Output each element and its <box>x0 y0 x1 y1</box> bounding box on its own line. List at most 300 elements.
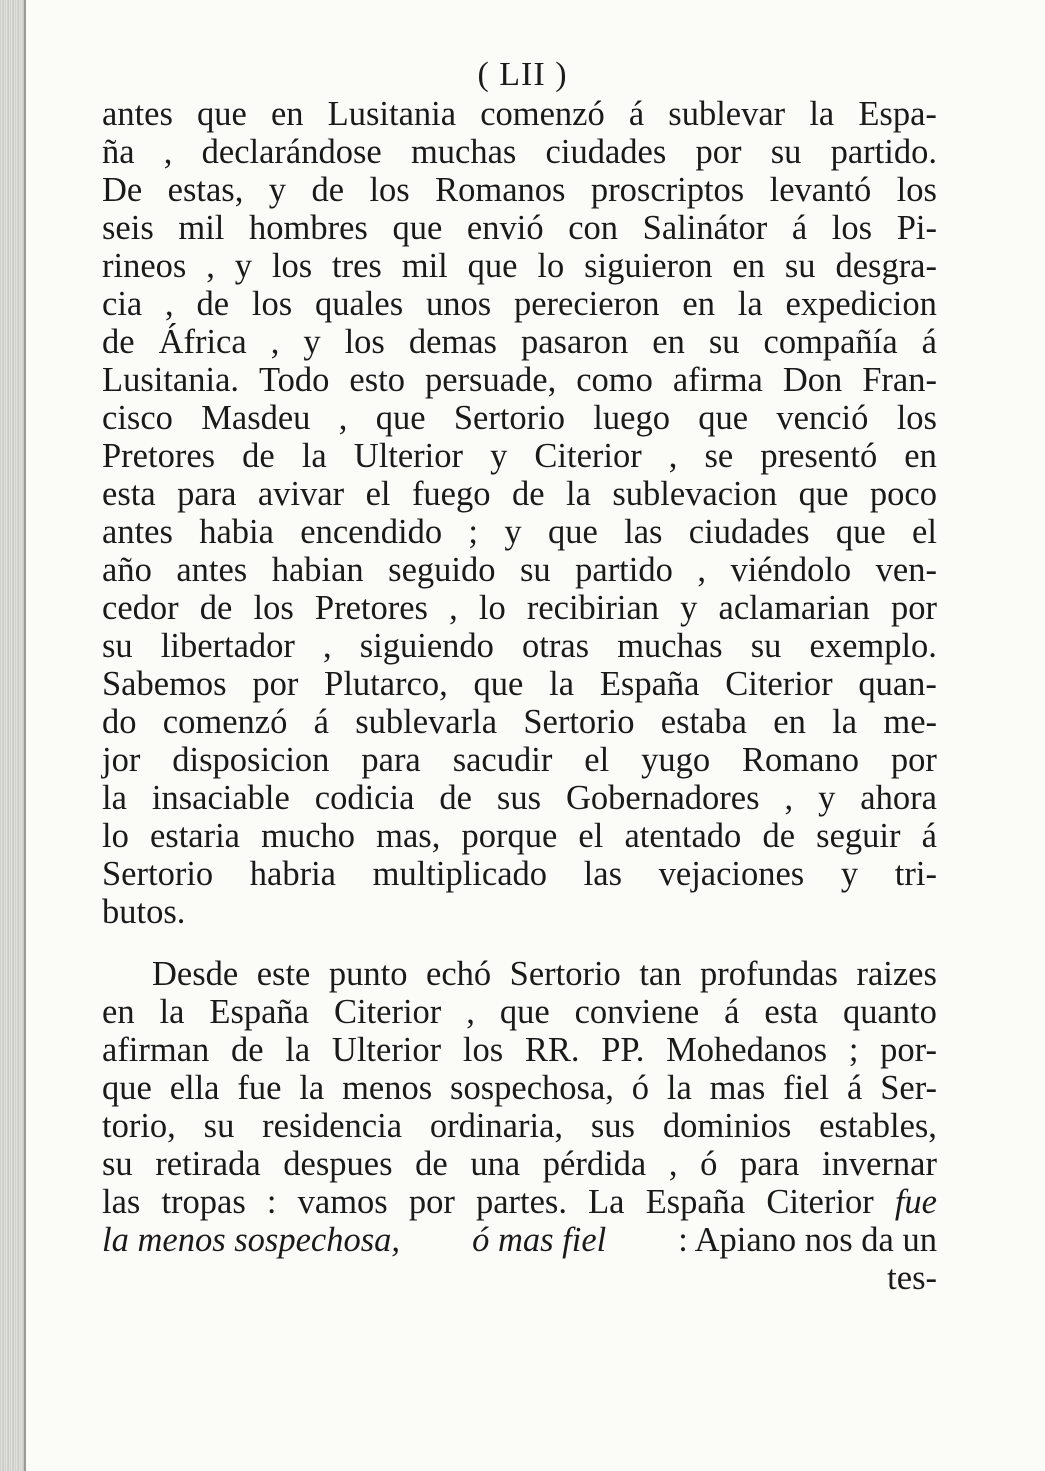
word: , <box>323 627 332 665</box>
word: ahora <box>860 779 937 817</box>
text-line <box>102 1221 937 1259</box>
word: la <box>299 1069 325 1107</box>
text-line <box>102 361 937 399</box>
word: vamos <box>297 1183 388 1221</box>
word: Citerior <box>725 665 833 703</box>
word: Ser- <box>880 1069 937 1107</box>
word: á <box>313 703 329 741</box>
word: invernar <box>822 1145 937 1183</box>
word: : <box>266 1183 277 1221</box>
word: PP. <box>601 1031 645 1069</box>
word: mucho <box>261 817 356 855</box>
word: que <box>499 993 550 1031</box>
word: los <box>896 399 937 437</box>
word: Romanos <box>435 171 566 209</box>
word: seguido <box>388 551 496 589</box>
word: mil <box>401 247 448 285</box>
body-text <box>102 95 937 1297</box>
word: su <box>203 1107 235 1145</box>
word: quales <box>315 285 404 323</box>
text-line <box>102 703 937 741</box>
word: una <box>470 1145 521 1183</box>
word: lo <box>102 817 129 855</box>
word: dominios <box>662 1107 792 1145</box>
word: sus <box>496 779 542 817</box>
word: á <box>921 323 937 361</box>
word: con <box>568 209 619 247</box>
word: que <box>798 475 849 513</box>
word: por- <box>880 1031 937 1069</box>
word: la <box>832 703 858 741</box>
word: , <box>165 285 174 323</box>
word: avivar <box>257 475 345 513</box>
text-line <box>102 893 937 931</box>
word: esta <box>102 475 156 513</box>
word: Ulterior <box>353 437 463 475</box>
word: torio, <box>102 1107 176 1145</box>
word: vejaciones <box>658 855 805 893</box>
word: Sertorio <box>509 955 621 993</box>
text-line <box>102 1183 937 1221</box>
word: mil <box>178 209 225 247</box>
page-edge-line <box>24 0 26 1471</box>
word: unos <box>425 285 492 323</box>
word: á <box>724 993 740 1031</box>
word: los <box>344 323 385 361</box>
word: sospechosa, <box>450 1069 614 1107</box>
word: tres <box>332 247 382 285</box>
word: que <box>392 209 443 247</box>
word: echó <box>426 955 492 993</box>
text-line <box>102 551 937 589</box>
word: que <box>467 247 518 285</box>
word: el <box>578 817 604 855</box>
word: de <box>231 1031 264 1069</box>
word: tan <box>639 955 682 993</box>
word: raizes <box>856 955 937 993</box>
word: La <box>588 1183 625 1221</box>
word: España <box>645 1183 746 1221</box>
word: , <box>466 993 475 1031</box>
word: la <box>737 285 763 323</box>
word: los <box>369 171 410 209</box>
word: habia <box>199 513 274 551</box>
word: Masdeu <box>201 399 311 437</box>
word: Sertorio <box>453 399 565 437</box>
word: viéndolo <box>730 551 852 589</box>
word: presentó <box>760 437 878 475</box>
word: en <box>732 247 765 285</box>
word: y <box>818 779 836 817</box>
word: sublevarla <box>355 703 498 741</box>
word: ; <box>468 513 479 551</box>
word: el <box>365 475 391 513</box>
word: conviene <box>574 993 700 1031</box>
text-line <box>102 993 937 1031</box>
word: habian <box>271 551 364 589</box>
word: comenzó <box>162 703 288 741</box>
word: su <box>784 247 816 285</box>
text-fragment: : Apiano nos da un <box>678 1221 937 1259</box>
word: , <box>697 551 706 589</box>
word: como <box>576 361 653 399</box>
page-edge <box>0 0 24 1471</box>
word: residencia <box>262 1107 403 1145</box>
word: y <box>303 323 321 361</box>
text-line <box>102 437 937 475</box>
word: antes <box>102 513 173 551</box>
word: Citerior <box>333 993 442 1031</box>
word: las <box>624 513 663 551</box>
word: Espa- <box>858 95 937 133</box>
word: los <box>251 285 293 323</box>
text-line <box>102 665 937 703</box>
word: que <box>375 399 426 437</box>
word: en <box>270 95 304 133</box>
word: antes <box>102 95 173 133</box>
word: cisco <box>102 399 173 437</box>
catchword: tes- <box>887 1259 937 1297</box>
text-line <box>102 1107 937 1145</box>
word: ó <box>631 1069 650 1107</box>
word: por <box>252 665 299 703</box>
word: las <box>583 855 622 893</box>
word: siguieron <box>584 247 713 285</box>
text-line <box>102 955 937 993</box>
word: la <box>285 1031 311 1069</box>
word: estaria <box>149 817 240 855</box>
word: porque <box>461 817 558 855</box>
word: su <box>708 323 740 361</box>
word: , <box>270 323 280 361</box>
word: de <box>242 437 275 475</box>
word: muchas <box>410 133 517 171</box>
text-line <box>102 817 937 855</box>
word: la <box>301 437 327 475</box>
word: que <box>835 513 886 551</box>
word: el <box>584 741 610 779</box>
word: ña <box>102 133 135 171</box>
text-line <box>102 1145 937 1183</box>
word: de <box>102 323 135 361</box>
word: cedor <box>102 589 179 627</box>
word: aclamarian <box>718 589 870 627</box>
word: insaciable <box>151 779 290 817</box>
word: butos. <box>102 893 186 931</box>
word: persuade, <box>424 361 557 399</box>
word: partido. <box>830 133 937 171</box>
word: los <box>253 589 294 627</box>
word: su <box>102 627 133 665</box>
word: luego <box>593 399 670 437</box>
word: afirma <box>672 361 763 399</box>
word: habria <box>249 855 336 893</box>
word: Citerior <box>534 437 642 475</box>
word: compañía <box>763 323 898 361</box>
word: ordinaria, <box>429 1107 564 1145</box>
word: de <box>199 589 233 627</box>
word: , <box>206 247 215 285</box>
word: de <box>511 475 545 513</box>
word: pérdida <box>542 1145 647 1183</box>
word: que <box>197 95 247 133</box>
word: que <box>102 1069 152 1107</box>
word: Pretores <box>314 589 428 627</box>
word: , <box>784 779 794 817</box>
word: la <box>102 779 127 817</box>
word: seis <box>102 209 154 247</box>
word: do <box>102 703 137 741</box>
word: para <box>361 741 421 779</box>
word: en <box>773 703 806 741</box>
word: ciudades <box>545 133 667 171</box>
word: se <box>704 437 734 475</box>
word: Pi- <box>896 209 937 247</box>
text-line <box>102 285 937 323</box>
word: sublevacion <box>612 475 778 513</box>
word: de <box>311 171 345 209</box>
word: año <box>102 551 152 589</box>
word: Salinátor <box>642 209 768 247</box>
word: esta <box>764 993 819 1031</box>
word: proscriptos <box>590 171 745 209</box>
word: África <box>158 323 247 361</box>
text-line <box>102 475 937 513</box>
word: por <box>695 133 742 171</box>
word: estaba <box>660 703 747 741</box>
word: en <box>652 323 685 361</box>
word: á <box>846 1069 863 1107</box>
word: sus <box>590 1107 635 1145</box>
word: envió <box>466 209 544 247</box>
word: expedicion <box>785 285 937 323</box>
word: ella <box>169 1069 220 1107</box>
word: y <box>490 437 508 475</box>
word: pasaron <box>520 323 629 361</box>
word: para <box>177 475 237 513</box>
paragraph-2 <box>102 955 937 1221</box>
text-line <box>102 209 937 247</box>
text-line <box>102 741 937 779</box>
word: por <box>890 741 937 779</box>
word: Sertorio <box>102 855 214 893</box>
word: los <box>896 171 937 209</box>
word: y <box>680 589 698 627</box>
word: Don <box>782 361 843 399</box>
word: partes. <box>475 1183 567 1221</box>
word: cia <box>102 285 143 323</box>
word: libertador <box>160 627 295 665</box>
word: profundas <box>700 955 838 993</box>
word: , <box>668 1145 678 1183</box>
text-line <box>102 513 937 551</box>
word: desgra- <box>835 247 937 285</box>
text-line <box>102 133 937 171</box>
word: su <box>750 627 782 665</box>
word: Pretores <box>102 437 216 475</box>
word: Todo <box>259 361 330 399</box>
word: comenzó <box>480 95 605 133</box>
word: recibirian <box>526 589 660 627</box>
word: seguir <box>816 817 901 855</box>
word: me- <box>883 703 937 741</box>
word: la <box>809 95 835 133</box>
word: ó <box>700 1145 718 1183</box>
word: otras <box>522 627 590 665</box>
word: Gobernadores <box>565 779 760 817</box>
catchword-line <box>102 1259 937 1297</box>
word: España <box>599 665 700 703</box>
word: Mohedanos <box>666 1031 828 1069</box>
word: antes <box>176 551 248 589</box>
word: Desde <box>152 955 239 993</box>
word: rineos <box>102 247 187 285</box>
word: por <box>408 1183 455 1221</box>
word: fiel <box>783 1069 830 1107</box>
word: quanto <box>842 993 937 1031</box>
word: los <box>462 1031 504 1069</box>
word: de <box>762 817 796 855</box>
word: encendido <box>300 513 443 551</box>
word: que <box>547 513 598 551</box>
word: á <box>921 817 937 855</box>
word: atentado <box>624 817 742 855</box>
word: que <box>473 665 524 703</box>
word: levantó <box>769 171 872 209</box>
word: poco <box>869 475 937 513</box>
word: á <box>628 95 645 133</box>
word: venció <box>776 399 869 437</box>
word: quan- <box>858 665 937 703</box>
word: las <box>102 1183 141 1221</box>
word: este <box>256 955 311 993</box>
word: Romano <box>742 741 859 779</box>
word: demas <box>408 323 497 361</box>
text-line <box>102 171 937 209</box>
word: la <box>159 993 185 1031</box>
word: ciudades <box>688 513 810 551</box>
text-line <box>102 247 937 285</box>
word: , <box>449 589 458 627</box>
word: yugo <box>641 741 711 779</box>
word: de <box>439 779 472 817</box>
word: Lusitania <box>327 95 457 133</box>
word: declarándose <box>201 133 382 171</box>
word: Sabemos <box>102 665 227 703</box>
word: que <box>698 399 749 437</box>
word: y <box>268 171 287 209</box>
word: sublevar <box>668 95 786 133</box>
word: multiplicado <box>372 855 548 893</box>
paragraph-1 <box>102 95 937 931</box>
word: Sertorio <box>523 703 635 741</box>
italic-fragment: ó mas fiel <box>472 1221 607 1259</box>
word: Fran- <box>862 361 937 399</box>
word: disposicion <box>172 741 330 779</box>
word: tri- <box>894 855 937 893</box>
word: codicia <box>314 779 415 817</box>
text-line <box>102 779 937 817</box>
word: para <box>740 1145 800 1183</box>
word: despues <box>283 1145 393 1183</box>
text-line <box>102 399 937 437</box>
word: Lusitania. <box>102 361 240 399</box>
word: jor <box>102 741 141 779</box>
word: la <box>549 665 575 703</box>
text-line <box>102 589 937 627</box>
word: á <box>791 209 808 247</box>
word: , <box>668 437 678 475</box>
word: y <box>840 855 859 893</box>
text-line <box>102 1031 937 1069</box>
word: los <box>271 247 313 285</box>
text-line <box>102 323 937 361</box>
word: su <box>102 1145 133 1183</box>
word: la <box>565 475 591 513</box>
word: en <box>682 285 715 323</box>
word: fue <box>237 1069 282 1107</box>
text-line <box>102 1069 937 1107</box>
word: estas, <box>167 171 244 209</box>
word: por <box>891 589 937 627</box>
word: el <box>912 513 937 551</box>
word: , <box>163 133 173 171</box>
word: ven- <box>875 551 937 589</box>
word: de <box>415 1145 448 1183</box>
word: , <box>338 399 348 437</box>
word: Citerior <box>766 1183 874 1221</box>
word: siguiendo <box>359 627 494 665</box>
word: sacudir <box>452 741 553 779</box>
word: en <box>904 437 937 475</box>
word: retirada <box>155 1145 261 1183</box>
word: hombres <box>249 209 368 247</box>
word: punto <box>328 955 408 993</box>
word: perecieron <box>513 285 660 323</box>
word: fuego <box>411 475 491 513</box>
word: esto <box>349 361 405 399</box>
word: tropas <box>161 1183 246 1221</box>
text-line <box>102 855 937 893</box>
word: su <box>770 133 802 171</box>
word: y <box>504 513 522 551</box>
word: Ulterior <box>331 1031 442 1069</box>
text-line <box>102 627 937 665</box>
text-line <box>102 95 937 133</box>
word: muchas <box>617 627 723 665</box>
word: ; <box>848 1031 859 1069</box>
word: partido <box>575 551 673 589</box>
word: los <box>831 209 873 247</box>
italic-fragment: la menos sospechosa, <box>102 1221 401 1259</box>
word: De <box>102 171 143 209</box>
word: su <box>519 551 551 589</box>
word: España <box>209 993 310 1031</box>
word: menos <box>342 1069 433 1107</box>
word: Plutarco, <box>324 665 448 703</box>
italic-fragment: fue <box>894 1183 937 1221</box>
word: mas, <box>376 817 441 855</box>
word: mas <box>709 1069 766 1107</box>
word: estables, <box>819 1107 937 1145</box>
word: RR. <box>524 1031 580 1069</box>
word: y <box>234 247 252 285</box>
word: afirman <box>102 1031 210 1069</box>
word: en <box>102 993 135 1031</box>
word: lo <box>478 589 506 627</box>
word: lo <box>537 247 565 285</box>
page-number: ( LII ) <box>477 56 568 93</box>
